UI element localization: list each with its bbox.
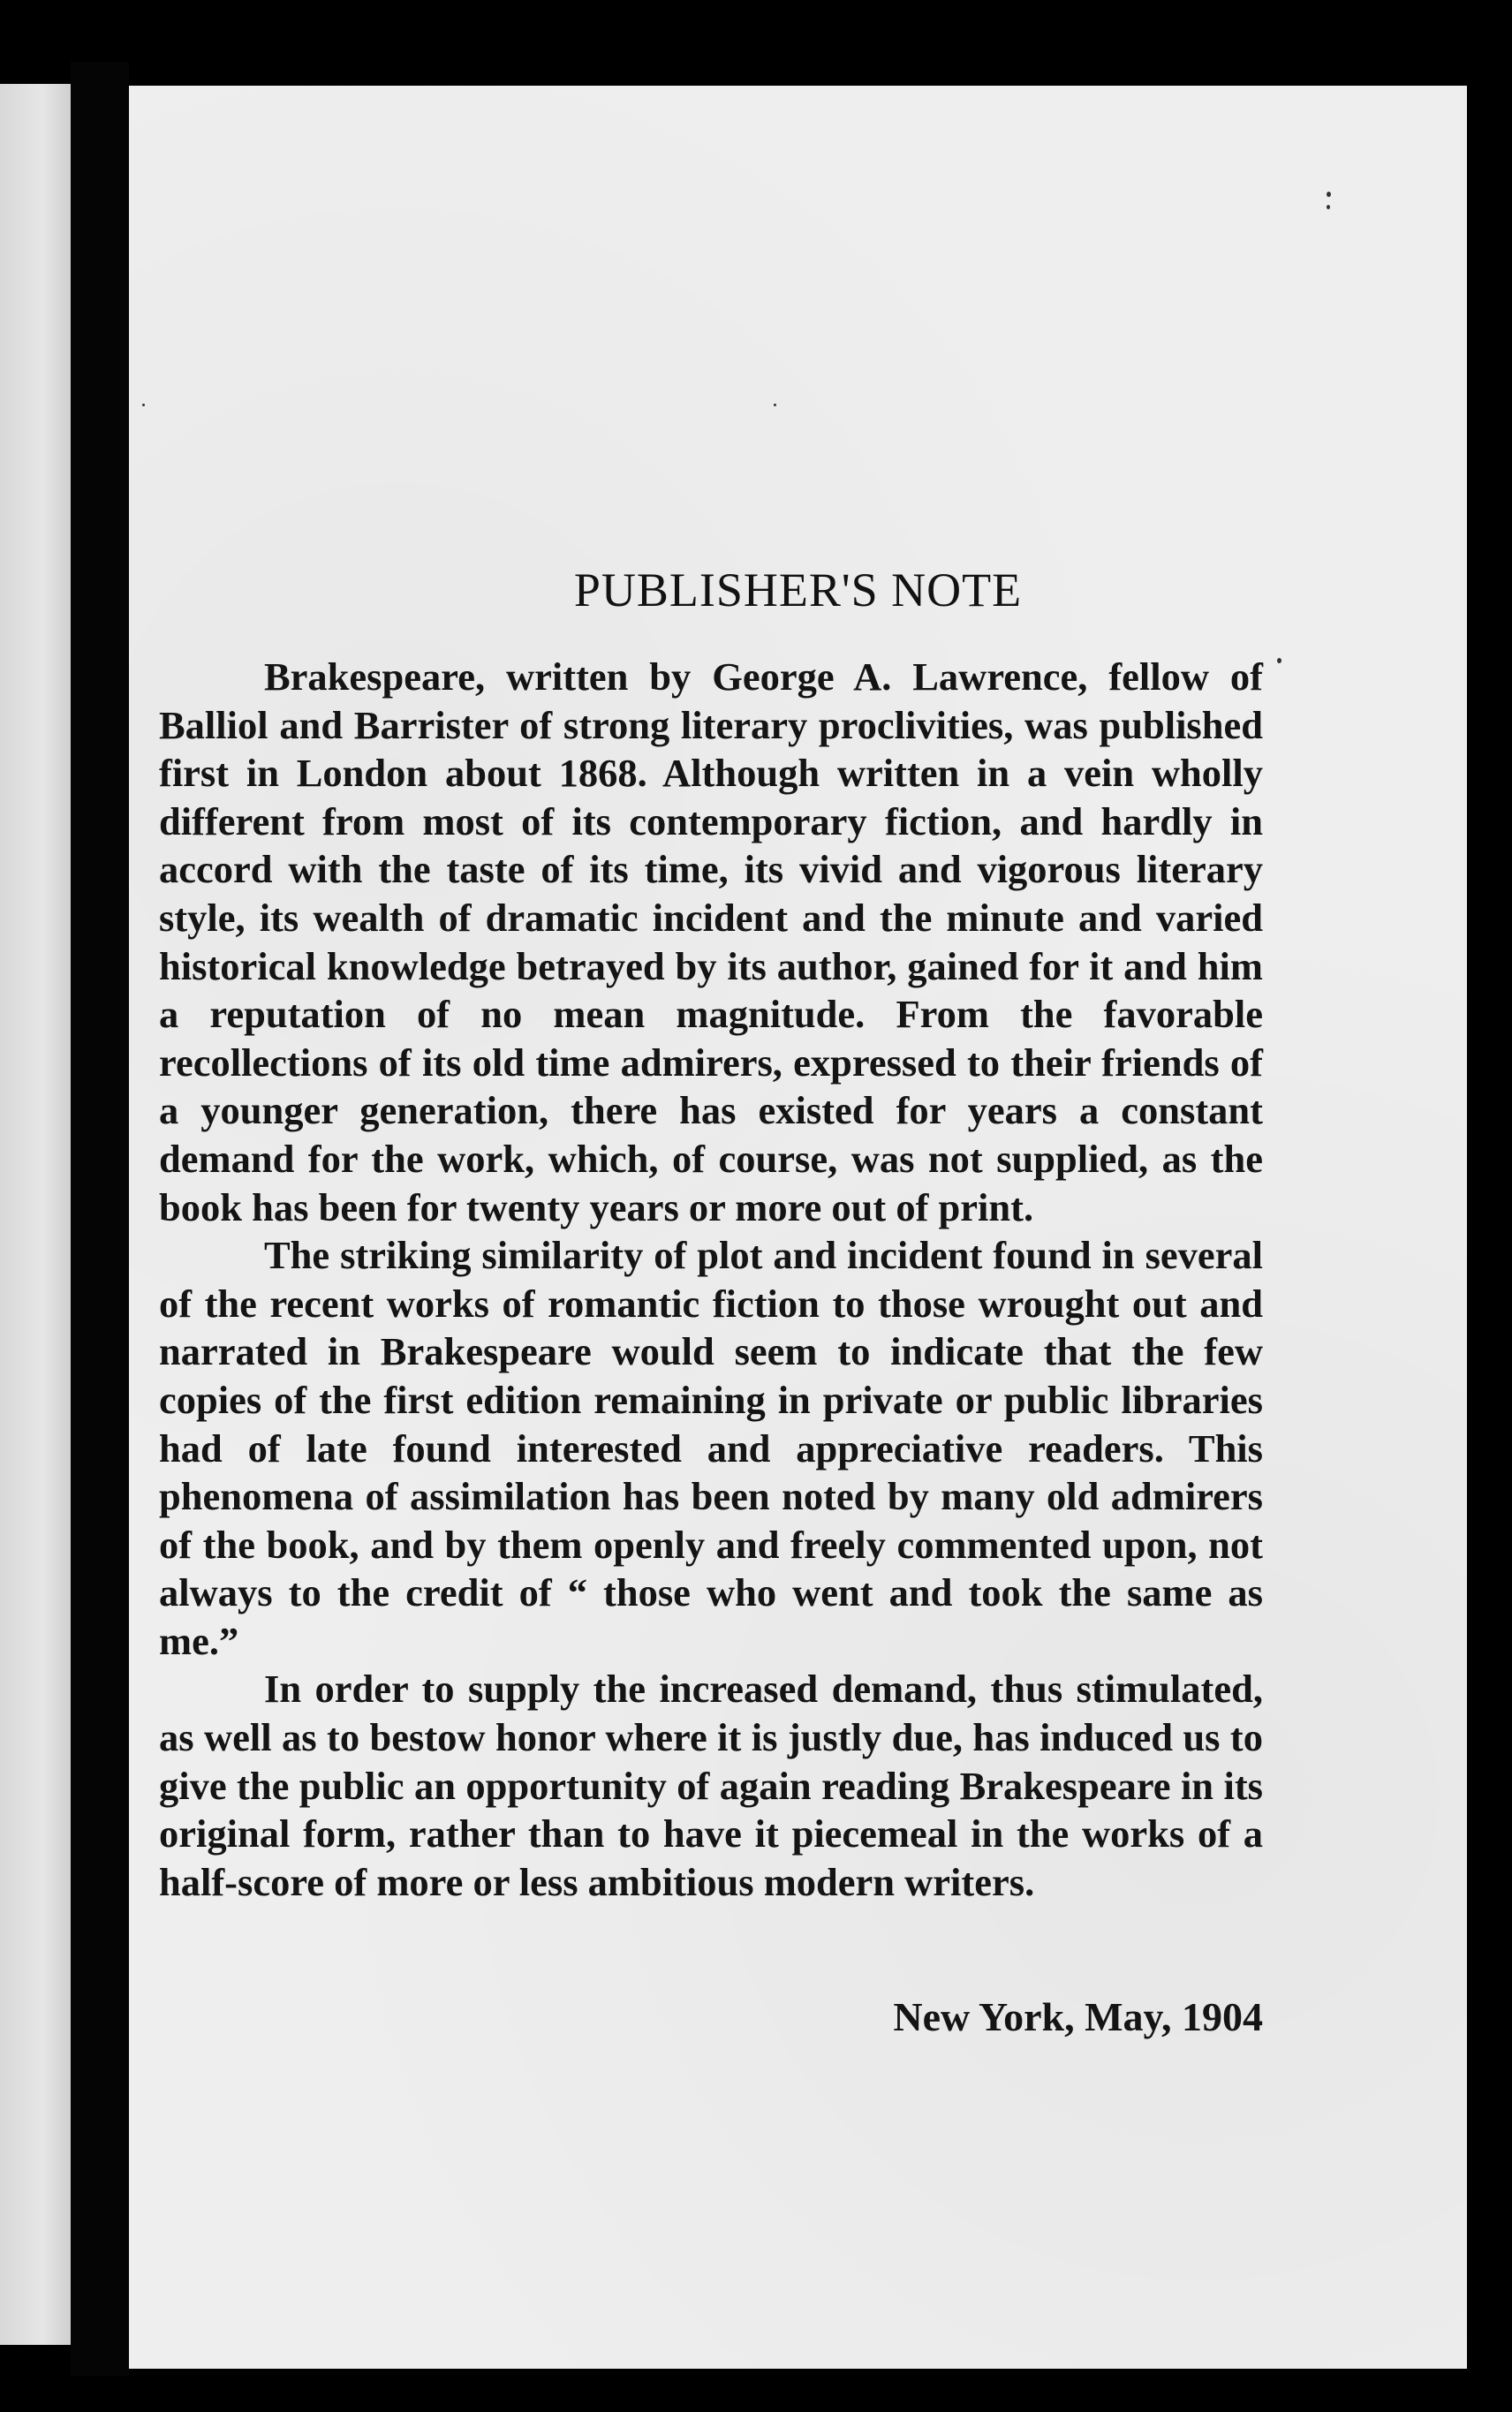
paragraph: Brakespeare, written by George A. Lawrence, fellow of Balliol and Barrister of strong literary proclivities, was published first in London about 1868. Although written in a vein wholly different from most of its contemporary fiction, and hardly in accord with the taste of its time, its vivid and vigorous literary style, its wealth of dramatic incident and the minute and varied historical knowledge betrayed by its author, gained for it and him a reputation of no mean magnitude. From the favorable recollections of its old time admirers, expressed to their friends of a younger generation, there has existed for years a constant demand for the work, which, of course, was not supplied, as the book has been for twenty years or more out of print. bbox=[159, 654, 1263, 1229]
paragraph: In order to supply the increased demand, thus stimulated, as well as to bestow honor where it is justly due, has induced us to give the public an opportunity of again reading Brakespeare in its original form, rather than to have it piecemeal in the works of a half-score of more or less ambitious modern writers. bbox=[159, 1667, 1263, 1904]
note-body bbox=[159, 653, 1263, 1906]
facing-page-edge bbox=[0, 84, 71, 2345]
book-page bbox=[129, 86, 1467, 2369]
scan-speck bbox=[1327, 192, 1331, 197]
paragraph: The striking similarity of plot and incident found in several of the recent works of romantic fiction to those wrought out and narrated in Brakespeare would seem to indicate that the few copies of the first edition remaining in private or public libraries had of late found interested and appreciative readers. This phenomena of assimilation has been noted by many old admirers of the book, and by them openly and freely commented upon, not always to the credit of “ those who went and took the same as me.” bbox=[159, 1233, 1263, 1663]
page-title: PUBLISHER'S NOTE bbox=[573, 563, 1023, 616]
scan-speck bbox=[142, 404, 145, 406]
scan-speck bbox=[1277, 658, 1281, 663]
book-gutter bbox=[71, 62, 129, 2376]
scan-speck bbox=[1327, 205, 1330, 209]
scan-speck bbox=[774, 404, 776, 406]
place-and-date: New York, May, 1904 bbox=[893, 1994, 1263, 2039]
